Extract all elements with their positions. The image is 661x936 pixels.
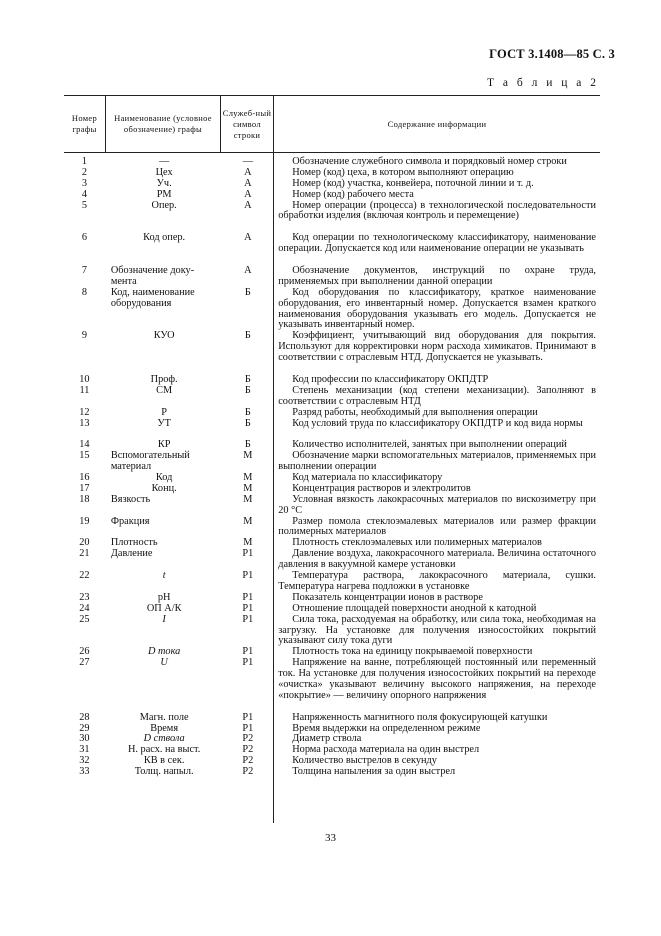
row-name: Код (155, 471, 173, 483)
row-number: 28 (79, 711, 90, 723)
table-row (64, 266, 600, 288)
row-symbol: Б (244, 406, 251, 418)
row-name: — (158, 156, 170, 167)
row-content: Диаметр ствола (292, 733, 362, 745)
row-number: 31 (79, 744, 90, 756)
row-symbol: А (244, 177, 252, 189)
table-row (64, 658, 600, 713)
table-row (64, 615, 600, 648)
row-name: РМ (156, 188, 172, 200)
row-number: 22 (79, 570, 90, 582)
row-content: Концентрация растворов и электролитов (292, 482, 471, 494)
table-row (64, 190, 600, 201)
row-number: 14 (79, 439, 90, 451)
row-symbol: Р2 (242, 755, 254, 767)
document-header: ГОСТ 3.1408—85 С. 3 (489, 47, 615, 61)
row-number: 21 (79, 548, 90, 560)
row-name: Плотность (110, 537, 158, 549)
row-content: Код профессии по классификатору ОКПДТР (292, 373, 489, 385)
row-content: Напряженность магнитного поля фокусирующей катушки (292, 711, 548, 723)
row-symbol: А (244, 166, 252, 178)
row-name: Проф. (150, 373, 178, 385)
row-name: Опер. (151, 199, 177, 211)
row-name: Давление (110, 548, 153, 560)
row-symbol: Р1 (242, 711, 254, 723)
row-number: 23 (79, 591, 90, 603)
row-content: Толщина напыления за один выстрел (292, 766, 456, 778)
row-number: 33 (79, 766, 90, 778)
row-symbol: Р1 (242, 722, 254, 734)
row-name: Уч. (156, 177, 172, 189)
table-row (64, 419, 600, 441)
row-number: 8 (81, 286, 87, 298)
row-name: U (160, 657, 168, 669)
row-content: Код операции по технологическому классификатору, наименование операции. Допускается код или наименование операции не указывать (278, 232, 596, 255)
row-name: D тока (147, 646, 181, 658)
table-row (64, 451, 600, 473)
row-content: Обозначение служебного символа и порядковый номер строки (292, 156, 567, 167)
row-content: Плотность тока на единицу покрываемой поверхности (292, 646, 533, 658)
row-symbol: Р1 (242, 613, 254, 625)
row-symbol: Р1 (242, 548, 254, 560)
row-number: 11 (79, 384, 90, 396)
row-content: Сила тока, расходуемая на обработку, или сила тока, необходимая на загрузку. На установке для получения износостойких покрытий указывают силу тока дуги (278, 613, 596, 647)
row-name: Р (161, 406, 167, 418)
row-name: Фракция (110, 515, 150, 527)
row-number: 24 (79, 602, 90, 614)
row-number: 5 (81, 199, 87, 211)
row-name: ОП А/К (146, 602, 182, 614)
table-row (64, 288, 600, 332)
row-symbol: М (243, 450, 253, 462)
row-number: 10 (79, 373, 90, 385)
row-number: 17 (79, 482, 90, 494)
column-header-name: Наименование (условное обозначение) графы (114, 113, 212, 134)
table-row (64, 386, 600, 408)
row-symbol: Б (244, 373, 251, 385)
row-content: Количество выстрелов в секунду (292, 755, 437, 767)
row-symbol: А (244, 232, 252, 244)
row-number: 7 (81, 264, 87, 276)
row-name: Н. расх. на выст. (127, 744, 201, 756)
table-header-rule (64, 152, 600, 153)
page-number: 33 (325, 832, 336, 844)
row-content: Номер операции (процесса) в технологической последовательности обработки изделия (включая контроль и перемещение) (278, 199, 596, 222)
row-name: КВ в сек. (143, 755, 185, 767)
row-number: 16 (79, 471, 90, 483)
row-content: Код оборудования по классификатору, краткое наименование оборудования, его инвентарный номер. Допускается взамен краткого наименования оборудования указывать его модель. Допускается не указывать инвентарный номер. (278, 286, 596, 331)
row-name: Код, наименование оборудования (110, 286, 195, 309)
row-symbol: Б (244, 439, 251, 451)
row-content: Номер (код) участка, конвейера, поточной линии и т. д. (292, 177, 534, 189)
row-symbol: Р2 (242, 744, 254, 756)
row-name: КУО (153, 330, 175, 342)
row-number: 29 (79, 722, 90, 734)
table-row (64, 713, 600, 724)
row-symbol: М (243, 493, 253, 505)
column-header-symbol: Служеб-ный символ строки (222, 107, 272, 140)
row-number: 4 (81, 188, 87, 200)
row-content: Норма расхода материала на один выстрел (292, 744, 480, 756)
table-row (64, 408, 600, 419)
row-name: Время (150, 722, 179, 734)
row-content: Температура раствора, лакокрасочного материала, сушки. Температура нагрева подложки в установке (278, 570, 596, 592)
table-row (64, 233, 600, 266)
row-symbol: Р1 (242, 657, 254, 669)
row-content: Условная вязкость лакокрасочных материалов по вискозиметру при 20 °С (278, 493, 596, 516)
row-content: Размер помола стеклоэмалевых материалов или размер фракции полимерных материалов (278, 515, 596, 538)
row-number: 13 (79, 417, 90, 429)
row-symbol: Б (244, 384, 251, 396)
row-symbol: А (244, 188, 252, 200)
row-symbol: М (243, 515, 253, 527)
row-symbol: М (243, 482, 253, 494)
row-number: 26 (79, 646, 90, 658)
row-symbol: Б (244, 286, 251, 298)
row-content: Отношение площадей поверхности анодной к катодной (292, 602, 537, 614)
row-content: Давление воздуха, лакокрасочного материала. Величина остаточного давления в вакуумной камере установки (278, 548, 596, 571)
row-content: Обозначение документов, инструкций по охране труда, применяемых при выполнении данной операции (278, 264, 596, 287)
row-content: Код материала по классификатору (292, 471, 443, 483)
row-name: pH (157, 591, 171, 603)
row-name: СМ (156, 384, 173, 396)
row-content: Код условий труда по классификатору ОКПДТР и код вида нормы (292, 417, 583, 429)
row-name: Конц. (151, 482, 177, 494)
row-number: 2 (81, 166, 87, 178)
row-name: Код опер. (143, 232, 186, 244)
row-content: Номер (код) цеха, в котором выполняют операцию (292, 166, 514, 178)
row-number: 12 (79, 406, 90, 418)
row-content: Степень механизации (код степени механизации). Заполняют в соответствии с отраслевым НТД (278, 384, 596, 407)
table-row (64, 604, 600, 615)
row-content: Обозначение марки вспомогательных материалов, применяемых при выполнении операции (278, 450, 596, 473)
row-number: 32 (79, 755, 90, 767)
table-body (64, 157, 600, 778)
row-symbol: Р2 (242, 733, 254, 745)
row-name: t (162, 570, 166, 582)
row-number: 15 (79, 450, 90, 462)
row-name: Толщ. напыл. (134, 766, 194, 778)
column-header-content: Содержание информации (387, 118, 487, 129)
row-symbol: Р1 (242, 591, 254, 603)
row-name: УТ (157, 417, 171, 429)
row-symbol: Р1 (242, 646, 254, 658)
table-row (64, 571, 600, 593)
table-row (64, 517, 600, 539)
row-symbol: Б (244, 330, 251, 342)
row-content: Плотность стеклоэмалевых или полимерных материалов (292, 537, 542, 549)
row-name: Вспомогательный материал (110, 450, 190, 473)
row-number: 9 (81, 330, 87, 342)
row-content: Напряжение на ванне, потребляющей постоянный или переменный ток. На установке для получения износостойких покрытий на переходе «очистка» указывают величину высокого напряжения, на переходе «покрытие» — величину опорного напряжения (278, 657, 596, 701)
row-number: 6 (81, 232, 87, 244)
row-name: Магн. поле (139, 711, 189, 723)
row-number: 18 (79, 493, 90, 505)
row-content: Разряд работы, необходимый для выполнения операции (292, 406, 538, 418)
row-symbol: М (243, 471, 253, 483)
row-symbol: Р1 (242, 602, 254, 614)
row-number: 19 (79, 515, 90, 527)
row-name: I (162, 613, 166, 625)
row-name: Вязкость (110, 493, 151, 505)
row-name: Цех (155, 166, 173, 178)
column-header-number: Номер графы (71, 113, 98, 134)
row-name: Обозначение доку-мента (110, 264, 195, 287)
row-symbol: — (242, 156, 253, 167)
row-number: 1 (81, 156, 87, 167)
row-name: КР (157, 439, 171, 451)
row-content: Коэффициент, учитывающий вид оборудования для покрытия. Используют для корректировки норм расхода химикатов. Принимают в соответствии с отраслевым НТД. Допускается не указывать. (278, 330, 596, 364)
row-number: 25 (79, 613, 90, 625)
row-content: Показатель концентрации ионов в растворе (292, 591, 483, 603)
row-content: Номер (код) рабочего места (292, 188, 414, 200)
row-name: D ствола (143, 733, 185, 745)
table-row (64, 495, 600, 517)
table-row (64, 201, 600, 234)
row-number: 20 (79, 537, 90, 549)
table-row (64, 549, 600, 571)
table-row (64, 331, 600, 375)
row-number: 30 (79, 733, 90, 745)
table-label: Т а б л и ц а 2 (486, 77, 599, 89)
row-symbol: Р2 (242, 766, 254, 778)
table-row (64, 767, 600, 778)
row-symbol: А (244, 264, 252, 276)
row-number: 27 (79, 657, 90, 669)
row-symbol: Б (244, 417, 251, 429)
row-content: Количество исполнителей, занятых при выполнении операций (292, 439, 567, 451)
row-number: 3 (81, 177, 87, 189)
row-symbol: А (244, 199, 252, 211)
row-content: Время выдержки на определенном режиме (292, 722, 481, 734)
row-symbol: М (243, 537, 253, 549)
row-symbol: Р1 (242, 570, 254, 582)
